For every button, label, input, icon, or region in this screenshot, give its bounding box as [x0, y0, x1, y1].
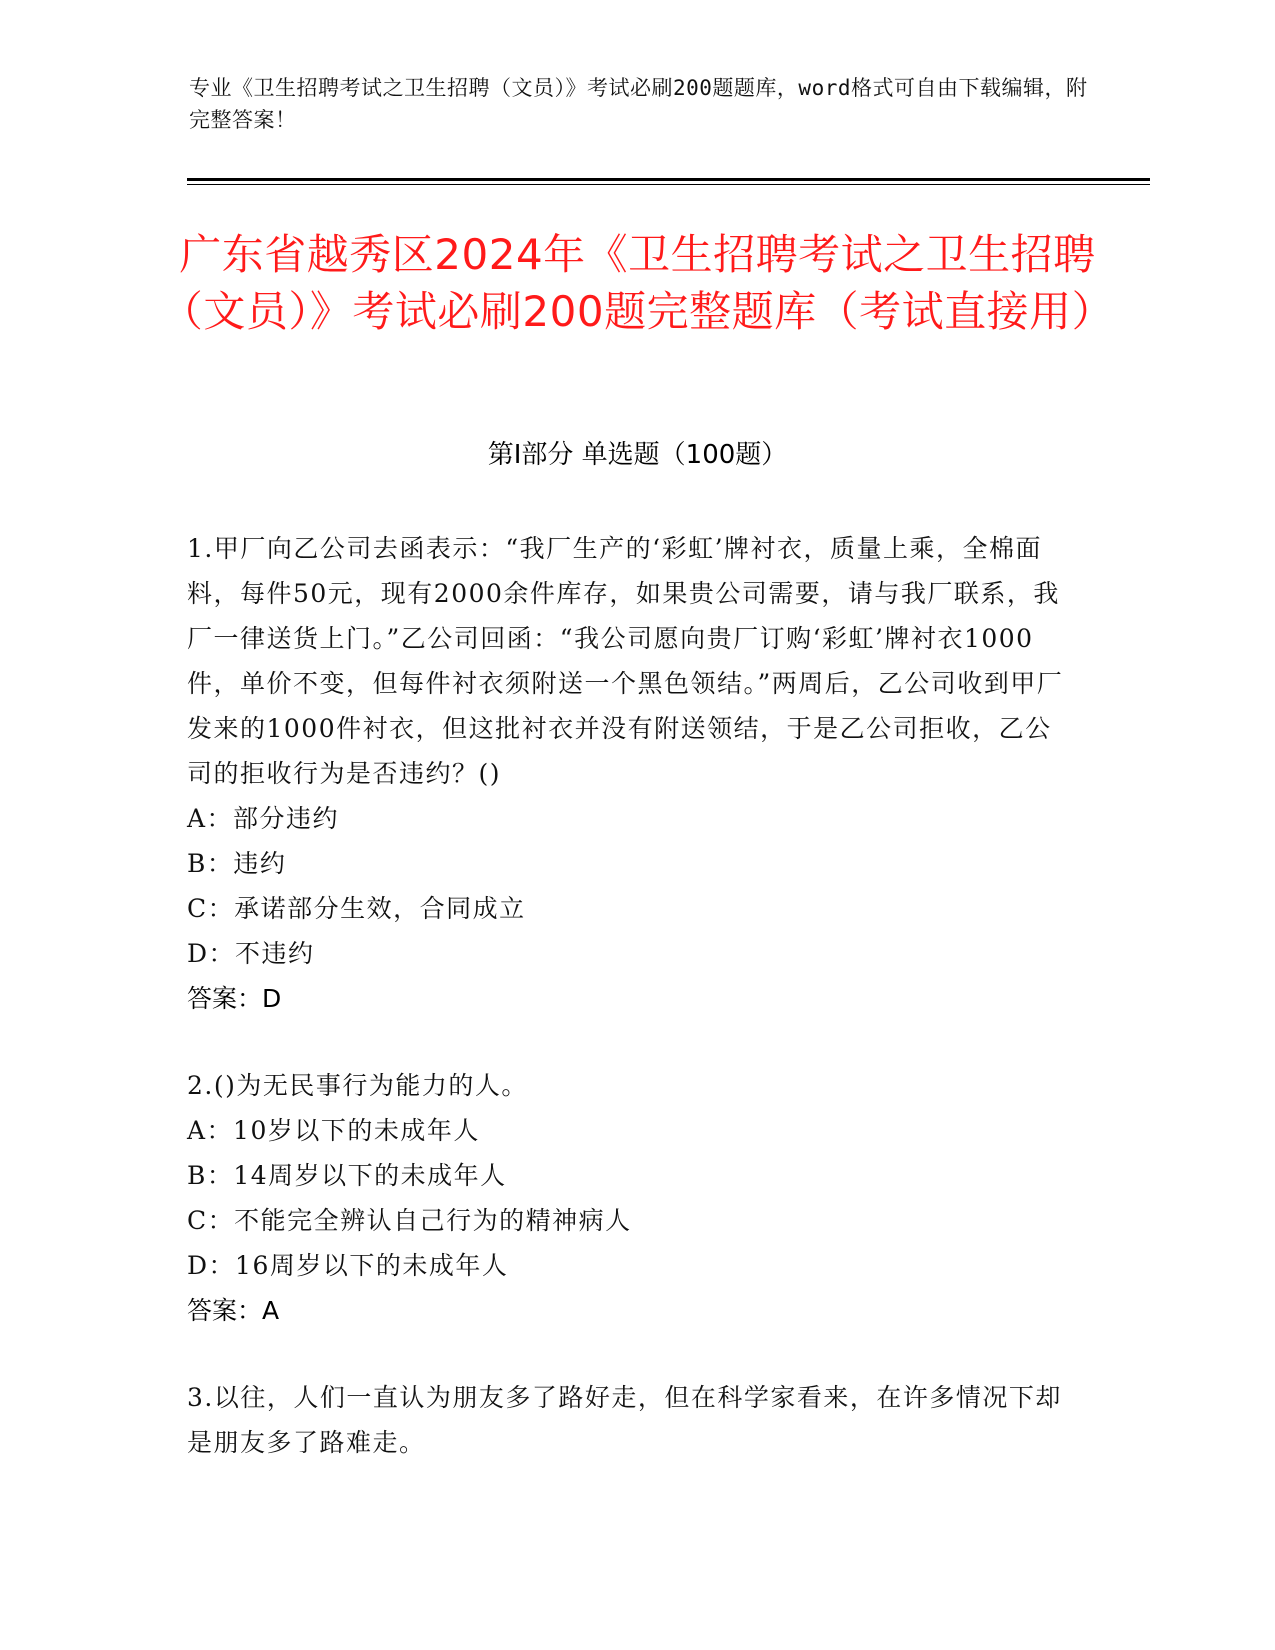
- option-c: C：不能完全辨认自己行为的精神病人: [187, 1206, 632, 1235]
- question-stem: 1.甲厂向乙公司去函表示：“我厂生产的‘彩虹’牌衬衣，质量上乘，全棉面料，每件50元，现有2000余件库存，如果贵公司需要，请与我厂联系，我厂一律送货上门。”乙公司回函：“我公司愿向贵厂订购‘彩虹’牌衬衣1000件，单价不变，但每件衬衣须附送一个黑色领结。”两周后，乙公司收到甲厂发来的1000件衬衣，但这批衬衣并没有附送领结，于是乙公司拒收，乙公司的拒收行为是否违约？(): [187, 534, 1064, 788]
- option-c: C：承诺部分生效，合同成立: [187, 894, 526, 923]
- option-a: A：10岁以下的未成年人: [187, 1116, 480, 1145]
- answer: 答案：A: [187, 1296, 280, 1325]
- answer: 答案：D: [187, 984, 282, 1013]
- option-d: D：不违约: [187, 939, 315, 968]
- question-stem: 3.以往，人们一直认为朋友多了路好走，但在科学家看来，在许多情况下却是朋友多了路难走。: [187, 1383, 1062, 1457]
- option-b: B：违约: [187, 849, 287, 878]
- question-2: [187, 1063, 1067, 1333]
- section-title: 第I部分 单选题（100题）: [487, 440, 788, 470]
- question-1: [187, 526, 1067, 1021]
- option-d: D：16周岁以下的未成年人: [187, 1251, 509, 1280]
- header-note: 专业《卫生招聘考试之卫生招聘（文员）》考试必刷200题题库，word格式可自由下载编辑，附完整答案！: [189, 76, 1088, 132]
- question-list: [187, 526, 1067, 1507]
- option-a: A：部分违约: [187, 804, 340, 833]
- header-divider-thin: [187, 184, 1150, 185]
- document-title: 广东省越秀区2024年《卫生招聘考试之卫生招聘（文员）》考试必刷200题完整题库（考试直接用）: [160, 230, 1115, 336]
- question-stem: 2.()为无民事行为能力的人。: [187, 1071, 528, 1100]
- header-divider: [187, 178, 1150, 181]
- question-3: [187, 1375, 1067, 1465]
- option-b: B：14周岁以下的未成年人: [187, 1161, 507, 1190]
